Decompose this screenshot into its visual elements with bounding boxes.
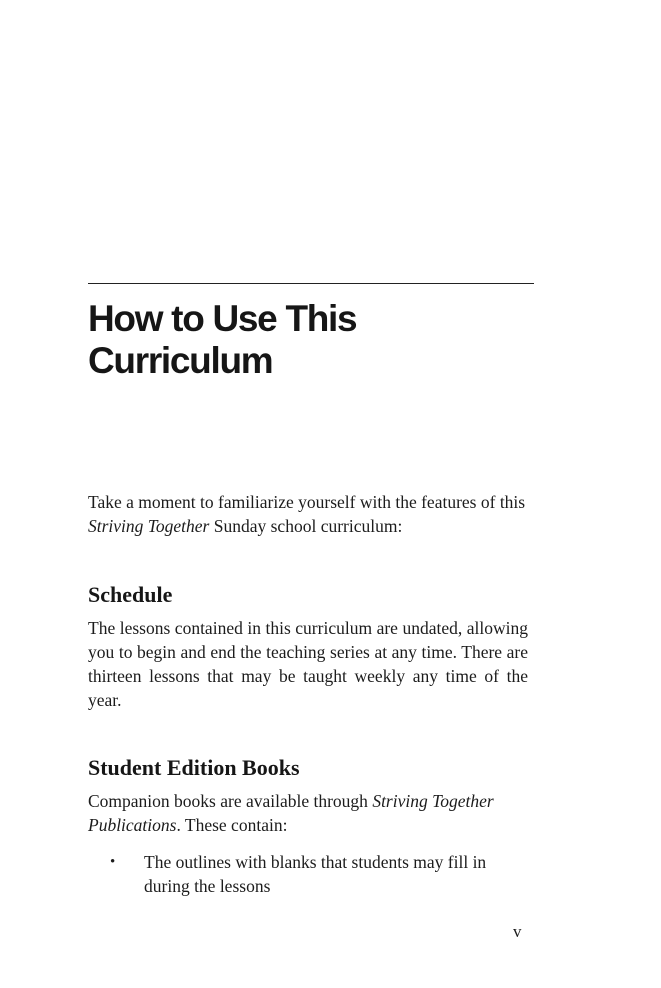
schedule-heading: Schedule (88, 582, 173, 607)
page-number: v (513, 922, 522, 941)
student-books-heading: Student Edition Books (88, 755, 300, 780)
intro-text-start: Take a moment to familiarize yourself with the features of this (88, 492, 526, 512)
student-books-paragraph (88, 789, 528, 837)
intro-italic-title: Striving Together (88, 516, 210, 536)
schedule-paragraph: The lessons contained in this curriculum are undated, allowing you to begin and end the teaching series at any time. There are thirteen lessons that may be taught weekly any time of the year. (88, 618, 528, 710)
chapter-title (88, 298, 356, 382)
student-books-text-end: . These contain: (176, 815, 288, 835)
chapter-top-rule (88, 283, 534, 284)
student-books-bullet-list (88, 850, 528, 898)
student-books-text-start: Companion books are available through (88, 791, 373, 811)
intro-text-end: Sunday school curriculum: (209, 516, 403, 536)
student-books-italic-publisher: Striving Together Publications (88, 791, 494, 835)
chapter-title-line-1: How to Use This (88, 298, 357, 339)
list-item-text: The outlines with blanks that students may fill in during the lessons (144, 852, 487, 896)
list-item (88, 850, 528, 898)
bullet-icon: • (110, 854, 116, 870)
intro-paragraph (88, 490, 528, 538)
chapter-title-line-2: Curriculum (88, 340, 273, 381)
